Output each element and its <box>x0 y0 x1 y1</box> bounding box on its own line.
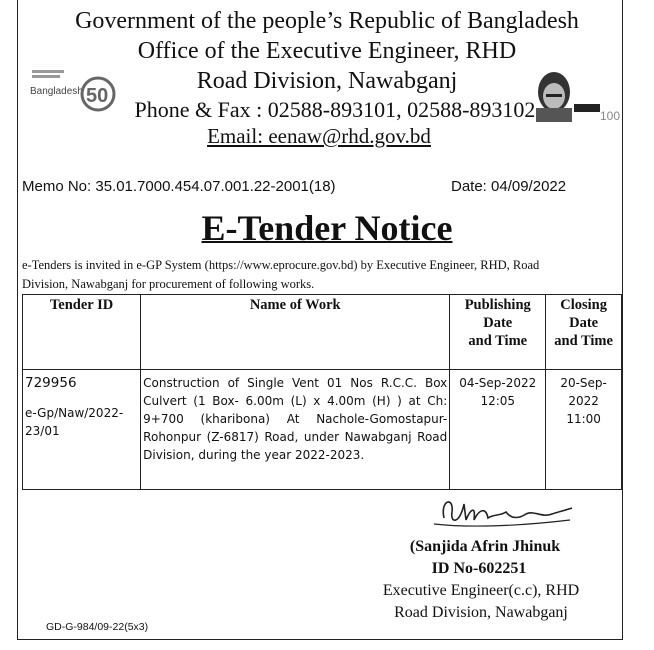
intro-text: e-Tenders is invited in e-GP System (https://www.eprocure.gov.bd) by Executive Engineer, RHD, Road Division, Nawabganj for procurement of following works. <box>22 258 540 291</box>
cell-work: Construction of Single Vent 01 Nos R.C.C. Box Culvert (1 Box- 6.00m (L) x 4.00m (H) ) at Ch: 9+700 (kharibona) At Nachole-Gomostapur-Rohonpur (Z-6817) Road, under Nawabganj Road Division, during the year 2022-2023. <box>141 370 450 490</box>
tender-table <box>22 294 622 490</box>
header-tender-id: Tender ID <box>23 295 141 370</box>
header-closing-l2: Date <box>569 315 599 331</box>
memo-date: Date: 04/09/2022 <box>451 178 567 195</box>
header-division: Road Division, Nawabganj <box>196 68 458 94</box>
header-publishing-l1: Publishing <box>464 297 531 313</box>
header-publishing-l3: and Time <box>468 333 528 349</box>
memo-number: Memo No: 35.01.7000.454.07.001.22-2001(18) <box>22 178 336 195</box>
page-title <box>0 207 654 249</box>
table-row <box>23 370 622 490</box>
header-office: Office of the Executive Engineer, RHD <box>137 38 517 64</box>
cell-closing <box>546 370 622 490</box>
signatory-designation: Executive Engineer(c.c), RHD <box>382 582 580 599</box>
signatory-id: ID No-602251 <box>431 560 527 577</box>
signatory-name: (Sanjida Afrin Jhinuk <box>409 538 561 555</box>
pub-date: 04-Sep-2022 <box>459 376 537 390</box>
cell-publishing <box>450 370 546 490</box>
header-government: Government of the people’s Republic of Bangladesh <box>75 8 579 34</box>
header-closing <box>546 295 622 370</box>
header-phone-fax: Phone & Fax : 02588-893101, 02588-893102 <box>134 97 536 122</box>
header-closing-l1: Closing <box>560 297 607 313</box>
table-header-row <box>23 295 622 370</box>
cell-tender-id <box>23 370 141 490</box>
bangladesh-50-logo <box>30 66 120 116</box>
title-text: E-Tender Notice <box>201 208 453 248</box>
tender-ref: e-Gp/Naw/2022-23/01 <box>25 406 124 438</box>
tender-id: 729956 <box>25 375 77 391</box>
mujib-100-logo <box>528 66 620 126</box>
close-date: 20-Sep-2022 <box>560 376 607 408</box>
header-publishing-l2: Date <box>483 315 513 331</box>
logo-left-text: Bangladesh <box>30 86 83 97</box>
header-email: Email: eenaw@rhd.gov.bd <box>207 124 431 148</box>
logo-left-number: 50 <box>86 85 109 107</box>
signatory-office: Road Division, Nawabganj <box>394 604 568 621</box>
close-time: 11:00 <box>566 412 601 426</box>
signature-image <box>430 490 580 532</box>
header-closing-l3: and Time <box>554 333 613 349</box>
footer-code: GD-G-984/09-22(5x3) <box>46 621 149 633</box>
pub-time: 12:05 <box>480 394 516 408</box>
logo-right-number: 100 <box>600 109 620 123</box>
header-name-of-work: Name of Work <box>141 295 450 370</box>
header-publishing <box>450 295 546 370</box>
